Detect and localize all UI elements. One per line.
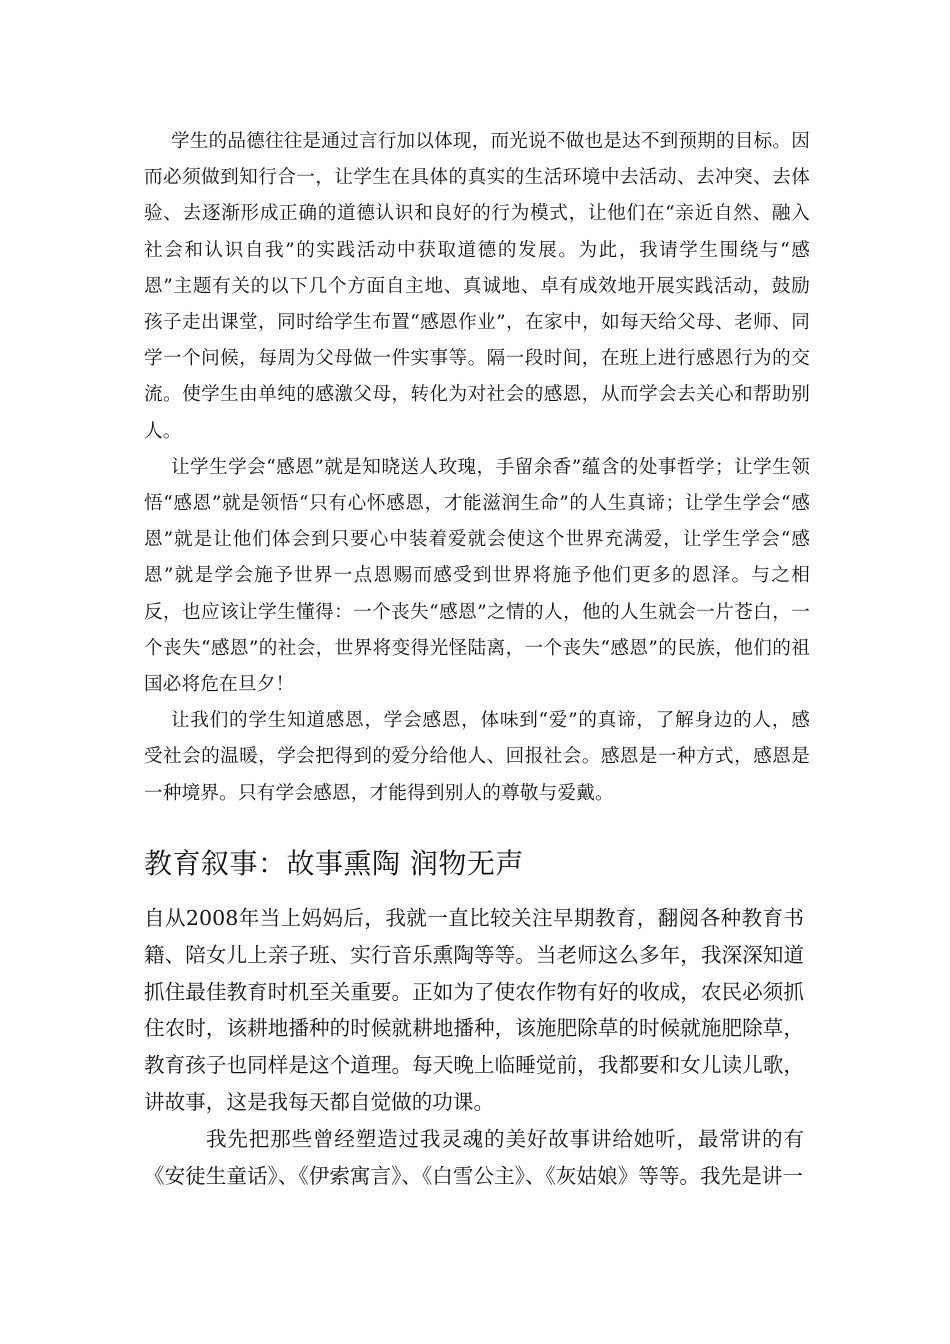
paragraph-2: 让学生学会“感恩”就是知晓送人玫瑰，手留余香”蕴含的处事哲学；让学生领悟“感恩”就是领悟“只有心怀感恩，才能滋润生命”的人生真谛；让学生学会“感恩”就是让他们体会到只要心中装着爱就会使这个世界充满爱，让学生学会“感恩”就是学会施予世界一点恩赐而感受到世界将施予他们更多的恩泽。与之相反，也应该让学生懂得：一个丧失“感恩”之情的人，他的人生就会一片苍白，一个丧失“感恩”的社会，世界将变得光怪陆离，一个丧失“感恩”的民族，他们的祖国必将危在旦夕！ (144, 456, 810, 696)
paragraph-1: 学生的品德往往是通过言行加以体现，而光说不做也是达不到预期的目标。因而必须做到知行合一，让学生在具体的真实的生活环境中去活动、去冲突、去体验、去逐渐形成正确的道德认识和良好的行为模式，让他们在“亲近自然、融入社会和认识自我”的实践活动中获取道德的发展。为此，我请学生围绕与“感恩”主题有关的以下几个方面自主地、真诚地、卓有成效地开展实践活动，鼓励孩子走出课堂，同时给学生布置“感恩作业”，在家中，如每天给父母、老师、同学一个问候，每周为父母做一件实事等。隔一段时间，在班上进行感恩行为的交流。使学生由单纯的感激父母，转化为对社会的感恩，从而学会去关心和帮助别人。 (144, 131, 810, 442)
gratitude-section (144, 124, 810, 812)
paragraph-4: 自从2008年当上妈妈后，我就一直比较关注早期教育，翻阅各种教育书籍、陪女儿上亲子班、实行音乐熏陶等等。当老师这么多年，我深深知道抓住最佳教育时机至关重要。正如为了使农作物有好的收成，农民必须抓住农时，该耕地播种的时候就耕地播种，该施肥除草的时候就施肥除草，教育孩子也同样是这个道理。每天晚上临睡觉前，我都要和女儿读儿歌，讲故事，这是我每天都自觉做的功课。 (144, 906, 804, 1114)
paragraph-5: 我先把那些曾经塑造过我灵魂的美好故事讲给她听，最常讲的有《安徒生童话》、《伊索寓言》、《白雪公主》、《灰姑娘》等等。我先是讲一 (144, 1126, 804, 1188)
section-heading: 教育叙事：故事熏陶 润物无声 (144, 847, 524, 880)
narrative-section (144, 900, 804, 1194)
paragraph-3: 让我们的学生知道感恩，学会感恩，体味到“爱”的真谛，了解身边的人，感受社会的温暖，学会把得到的爱分给他人、回报社会。感恩是一种方式，感恩是一种境界。只有学会感恩，才能得到别人的尊敬与爱戴。 (144, 710, 810, 804)
